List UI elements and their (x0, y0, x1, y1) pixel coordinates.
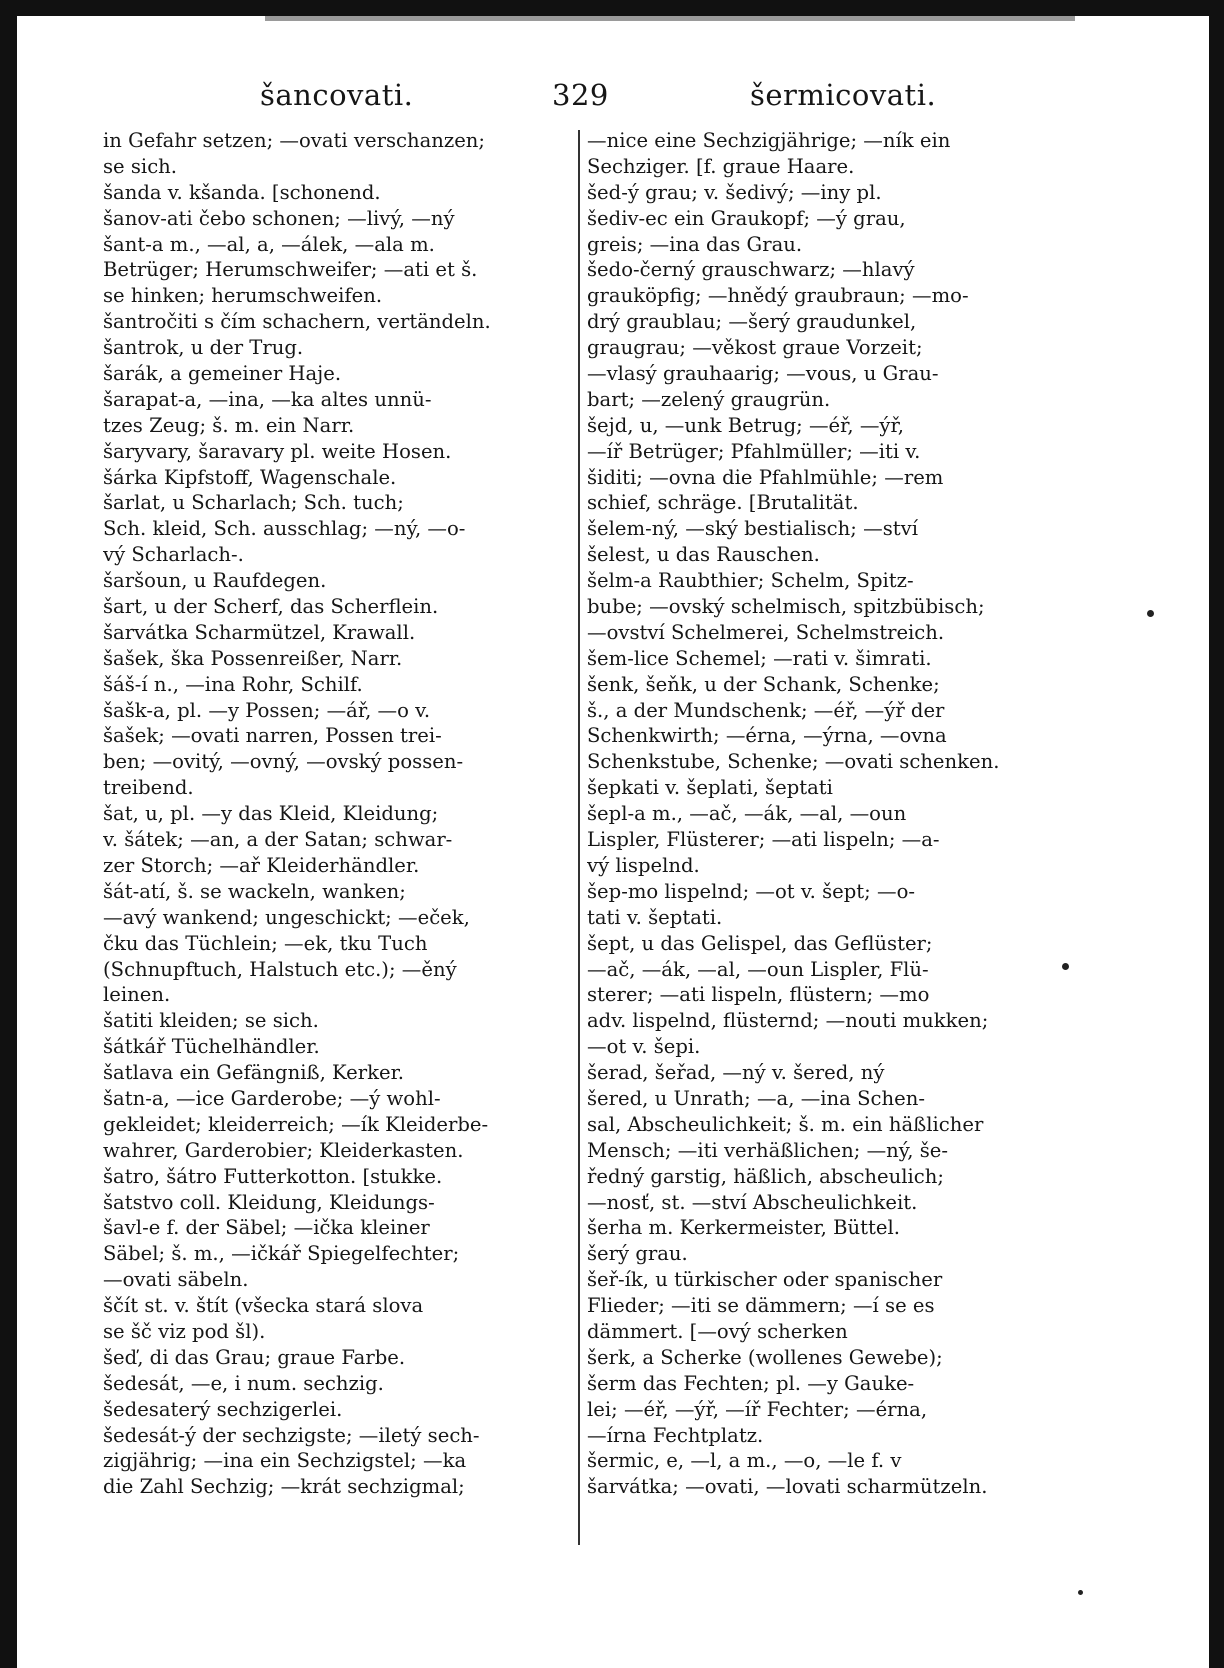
entry-line: šelest, u das Rauschen. (587, 543, 820, 567)
entry-line: šašk-a, pl. —y Possen; —ář, —o v. (103, 698, 431, 722)
scan-speck (1147, 610, 1154, 617)
entry-line: Flieder; —iti se dämmern; —í se es (587, 1294, 935, 1318)
entry-line: drý graublau; —šerý graudunkel, (587, 310, 917, 334)
entry-line: in Gefahr setzen; —ovati verschanzen; (103, 129, 486, 152)
entry-line: šed-ý grau; v. šedivý; —iny pl. (587, 180, 882, 204)
entry-line: šatn-a, —ice Garderobe; —ý wohl- (103, 1086, 441, 1110)
entry-line: šatro, šátro Futterkotton. [stukke. (103, 1164, 443, 1188)
entry-line: —ovství Schelmerei, Schelmstreich. (587, 620, 945, 644)
entry-line: šašek, ška Possenreißer, Narr. (103, 646, 403, 670)
entry-line: šát-atí, š. se wackeln, wanken; (103, 879, 406, 903)
entry-line: Sch. kleid, Sch. ausschlag; —ný, —o- (103, 517, 466, 541)
entry-line: šejd, u, —unk Betrug; —éř, —ýř, (587, 413, 904, 437)
entry-line: šeř-ík, u türkischer oder spanischer (587, 1268, 943, 1292)
entry-line: šatiti kleiden; se sich. (103, 1009, 319, 1033)
entry-line: šarvátka; —ovati, —lovati scharmützeln. (587, 1475, 988, 1499)
entry-line: —írna Fechtplatz. (587, 1423, 764, 1447)
entry-line: zer Storch; —ař Kleiderhändler. (103, 853, 420, 877)
entry-line: čku das Tüchlein; —ek, tku Tuch (103, 931, 428, 955)
entry-line: šanov-ati čebo schonen; —livý, —ný (103, 206, 455, 230)
entry-line: leinen. (103, 983, 171, 1007)
entry-line: treibend. (103, 776, 194, 800)
entry-line: šárka Kipfstoff, Wagenschale. (103, 465, 397, 489)
entry-line: —ač, —ák, —al, —oun Lispler, Flü- (587, 957, 929, 981)
entry-line: šantročiti s čím schachern, vertändeln. (103, 310, 491, 334)
entry-line: wahrer, Garderobier; Kleiderkasten. (103, 1138, 464, 1162)
entry-line: šered, u Unrath; —a, —ina Schen- (587, 1086, 925, 1110)
entry-line: tati v. šeptati. (587, 905, 723, 929)
entry-line: die Zahl Sechzig; —krát sechzigmal; (103, 1475, 465, 1499)
page-number: 329 (552, 78, 609, 112)
entry-line: —íř Betrüger; Pfahlmüller; —iti v. (587, 439, 921, 463)
entry-line: ben; —ovitý, —ovný, —ovský possen- (103, 750, 464, 774)
entry-line: v. šátek; —an, a der Satan; schwar- (103, 828, 453, 852)
entry-line: šelem-ný, —ský bestialisch; —ství (587, 517, 918, 541)
entry-line: —ovati säbeln. (103, 1268, 249, 1292)
entry-line: grauköpfig; —hnědý graubraun; —mo- (587, 284, 969, 308)
entry-line: šantrok, u der Trug. (103, 336, 304, 360)
entry-line: šaršoun, u Raufdegen. (103, 569, 327, 593)
entry-line: šedesát-ý der sechzigste; —iletý sech- (103, 1423, 480, 1447)
entry-line: bart; —zelený graugrün. (587, 387, 831, 411)
entry-line: š., a der Mundschenk; —éř, —ýř der (587, 698, 945, 722)
entry-line: —ot v. šepi. (587, 1035, 701, 1059)
entry-line: šeď, di das Grau; graue Farbe. (103, 1345, 406, 1369)
scan-speck (1062, 963, 1069, 970)
entry-line: šerý grau. (587, 1242, 688, 1266)
entry-line: šerm das Fechten; pl. —y Gauke- (587, 1371, 915, 1395)
entry-line: šep-mo lispelnd; —ot v. šept; —o- (587, 879, 916, 903)
entry-line: Schenkstube, Schenke; —ovati schenken. (587, 750, 1000, 774)
entry-line: dämmert. [—ový scherken (587, 1319, 848, 1343)
entry-line: —nice eine Sechzigjährige; —ník ein (587, 129, 951, 152)
entry-line: ščít st. v. štít (všecka stará slova (103, 1294, 424, 1318)
entry-line: graugrau; —věkost graue Vorzeit; (587, 336, 923, 360)
entry-line: šem-lice Schemel; —rati v. šimrati. (587, 646, 932, 670)
entry-line: se hinken; herumschweifen. (103, 284, 383, 308)
entry-line: šant-a m., —al, a, —álek, —ala m. (103, 232, 435, 256)
entry-line: greis; —ina das Grau. (587, 232, 803, 256)
entry-line: šašek; —ovati narren, Possen trei- (103, 724, 442, 748)
entry-line: vý lispelnd. (587, 853, 700, 877)
scan-border-right (1209, 0, 1224, 1668)
entry-line: sterer; —ati lispeln, flüstern; —mo (587, 983, 930, 1007)
entry-line: šart, u der Scherf, das Scherflein. (103, 595, 439, 619)
entry-line: Schenkwirth; —érna, —ýrna, —ovna (587, 724, 947, 748)
entry-line: šat, u, pl. —y das Kleid, Kleidung; (103, 802, 439, 826)
entry-line: šarák, a gemeiner Haje. (103, 362, 342, 386)
entry-line: šarapat-a, —ina, —ka altes unnü- (103, 387, 432, 411)
entry-line: Lispler, Flüsterer; —ati lispeln; —a- (587, 828, 940, 852)
entry-line: se šč viz pod šl). (103, 1319, 266, 1343)
entry-line: —avý wankend; ungeschickt; —eček, (103, 905, 470, 929)
entry-line: šarlat, u Scharlach; Sch. tuch; (103, 491, 404, 515)
entry-line: šedesaterý sechzigerlei. (103, 1397, 343, 1421)
entry-line: šediv-ec ein Graukopf; —ý grau, (587, 206, 906, 230)
scan-border-left (0, 0, 17, 1668)
scan-shadow-top (265, 16, 1075, 21)
entry-line: šedo-černý grauschwarz; —hlavý (587, 258, 915, 282)
scan-speck (1078, 1590, 1083, 1595)
entry-line: Säbel; š. m., —ičkář Spiegelfechter; (103, 1242, 460, 1266)
entry-line: šenk, šeňk, u der Schank, Schenke; (587, 672, 940, 696)
entry-line: (Schnupftuch, Halstuch etc.); —ěný (103, 957, 457, 981)
entry-line: šerha m. Kerkermeister, Büttel. (587, 1216, 900, 1240)
entry-line: šiditi; —ovna die Pfahlmühle; —rem (587, 465, 944, 489)
entry-line: sal, Abscheulichkeit; š. m. ein häßlicher (587, 1112, 984, 1136)
entry-line: šelm-a Raubthier; Schelm, Spitz- (587, 569, 914, 593)
entry-line: adv. lispelnd, flüsternd; —nouti mukken; (587, 1009, 989, 1033)
entry-line: se sich. (103, 154, 178, 178)
entry-line: tzes Zeug; š. m. ein Narr. (103, 413, 355, 437)
entry-line: šavl-e f. der Säbel; —ička kleiner (103, 1216, 430, 1240)
entry-line: šerad, šeřad, —ný v. šered, ný (587, 1061, 885, 1085)
entry-line: vý Scharlach-. (103, 543, 244, 567)
entry-line: šepkati v. šeplati, šeptati (587, 776, 833, 800)
entry-line: šedesát, —e, i num. sechzig. (103, 1371, 384, 1395)
entry-line: šanda v. kšanda. [schonend. (103, 180, 381, 204)
entry-line: šarvátka Scharmützel, Krawall. (103, 620, 416, 644)
scan-border-top (0, 0, 1224, 16)
entry-line: šaryvary, šaravary pl. weite Hosen. (103, 439, 452, 463)
entry-line: šerk, a Scherke (wollenes Gewebe); (587, 1345, 943, 1369)
running-header (100, 78, 1080, 120)
entry-line: šatlava ein Gefängniß, Kerker. (103, 1061, 405, 1085)
entry-line: ředný garstig, häßlich, abscheulich; (587, 1164, 944, 1188)
entry-line: šepl-a m., —ač, —ák, —al, —oun (587, 802, 907, 826)
entry-line: šermic, e, —l, a m., —o, —le f. v (587, 1449, 902, 1473)
entry-line: Sechziger. [f. graue Haare. (587, 154, 855, 178)
entry-line: gekleidet; kleiderreich; —ík Kleiderbe- (103, 1112, 489, 1136)
entry-line: schief, schräge. [Brutalität. (587, 491, 859, 515)
entry-line: lei; —éř, —ýř, —íř Fechter; —érna, (587, 1397, 928, 1421)
entry-line: šatstvo coll. Kleidung, Kleidungs- (103, 1190, 435, 1214)
header-last-entry: šermicovati. (750, 78, 937, 112)
entry-line: šátkář Tüchelhändler. (103, 1035, 320, 1059)
entry-line: zigjährig; —ina ein Sechzigstel; —ka (103, 1449, 467, 1473)
entry-line: —vlasý grauhaarig; —vous, u Grau- (587, 362, 939, 386)
left-column (103, 128, 571, 1500)
header-first-entry: šancovati. (260, 78, 414, 112)
column-divider (578, 130, 580, 1545)
right-column (587, 128, 1055, 1500)
entry-line: —nosť, st. —ství Abscheulichkeit. (587, 1190, 918, 1214)
entry-line: bube; —ovský schelmisch, spitzbübisch; (587, 595, 985, 619)
entry-line: šept, u das Gelispel, das Geflüster; (587, 931, 933, 955)
entry-line: Mensch; —iti verhäßlichen; —ný, še- (587, 1138, 948, 1162)
entry-line: Betrüger; Herumschweifer; —ati et š. (103, 258, 478, 282)
entry-line: šáš-í n., —ina Rohr, Schilf. (103, 672, 363, 696)
